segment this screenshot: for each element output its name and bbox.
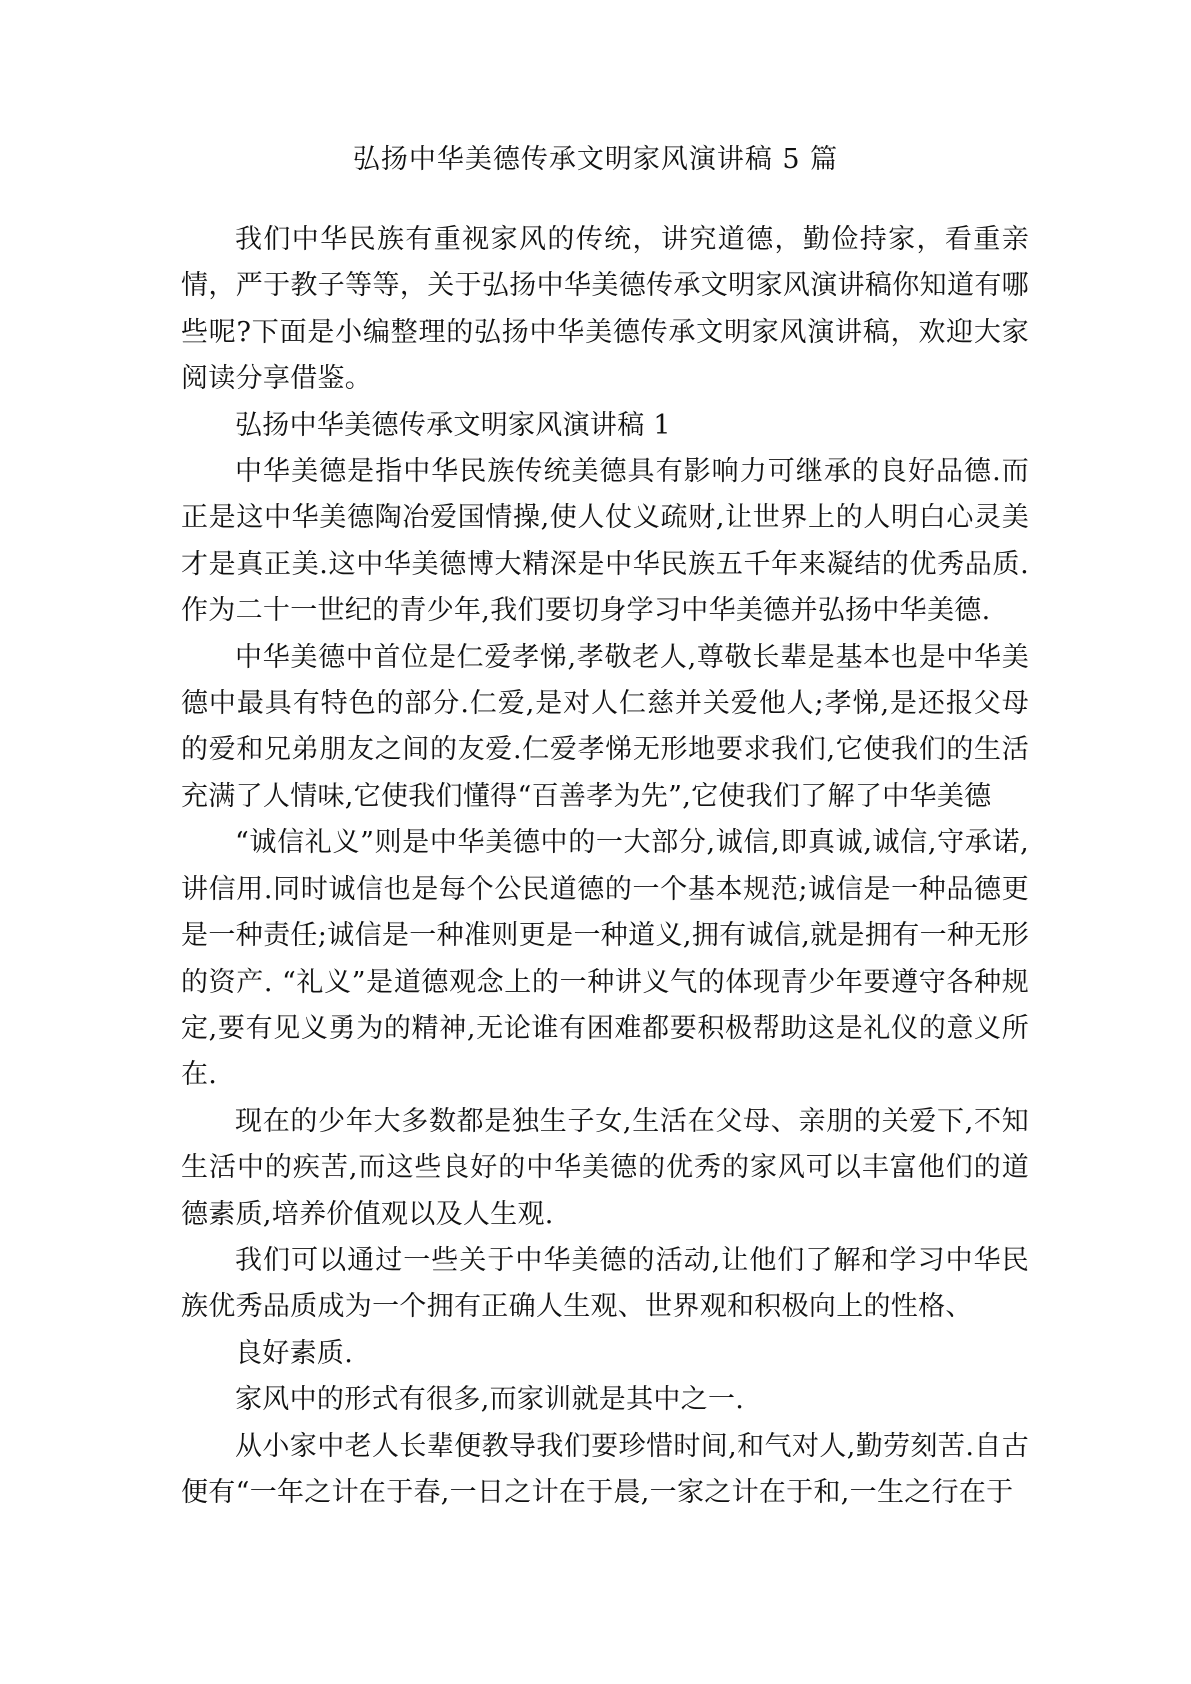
document-body bbox=[181, 217, 1029, 1516]
paragraph: 中华美德是指中华民族传统美德具有影响力可继承的良好品德.而正是这中华美德陶冶爱国情操,使人仗义疏财,让世界上的人明白心灵美才是真正美.这中华美德博大精深是中华民族五千年来凝结的优秀品质.作为二十一世纪的青少年,我们要切身学习中华美德并弘扬中华美德. bbox=[181, 456, 1029, 627]
section-heading: 弘扬中华美德传承文明家风演讲稿 1 bbox=[235, 409, 671, 441]
paragraph: 从小家中老人长辈便教导我们要珍惜时间,和气对人,勤劳刻苦.自古便有“一年之计在于春,一日之计在于晨,一家之计在于和,一生之行在于 bbox=[181, 1430, 1029, 1508]
paragraph: 良好素质. bbox=[235, 1337, 354, 1369]
paragraph-intro: 我们中华民族有重视家风的传统，讲究道德，勤俭持家，看重亲情，严于教子等等，关于弘扬中华美德传承文明家风演讲稿你知道有哪些呢?下面是小编整理的弘扬中华美德传承文明家风演讲稿，欢迎大家阅读分享借鉴。 bbox=[181, 224, 1029, 395]
paragraph: 中华美德中首位是仁爱孝悌,孝敬老人,尊敬长辈是基本也是中华美德中最具有特色的部分.仁爱,是对人仁慈并关爱他人;孝悌,是还报父母的爱和兄弟朋友之间的友爱.仁爱孝悌无形地要求我们,它使我们的生活充满了人情味,它使我们懂得“百善孝为先”,它使我们了解了中华美德 bbox=[181, 641, 1029, 812]
paragraph: 我们可以通过一些关于中华美德的活动,让他们了解和学习中华民族优秀品质成为一个拥有正确人生观、世界观和积极向上的性格、 bbox=[181, 1244, 1029, 1323]
paragraph: 家风中的形式有很多,而家训就是其中之一. bbox=[235, 1384, 745, 1416]
paragraph: 现在的少年大多数都是独生子女,生活在父母、亲朋的关爱下,不知生活中的疾苦,而这些良好的中华美德的优秀的家风可以丰富他们的道德素质,培养价值观以及人生观. bbox=[181, 1105, 1029, 1230]
paragraph: “诚信礼义”则是中华美德中的一大部分,诚信,即真诚,诚信,守承诺,讲信用.同时诚信也是每个公民道德的一个基本规范;诚信是一种品德更是一种责任;诚信是一种准则更是一种道义,拥有诚信,就是拥有一种无形的资产. “礼义”是道德观念上的一种讲义气的体现青少年要遵守各种规定,要有见义勇为的精神,无论谁有困难都要积极帮助这是礼仪的意义所在. bbox=[181, 827, 1029, 1091]
document-title: 弘扬中华美德传承文明家风演讲稿 5 篇 bbox=[352, 144, 839, 175]
